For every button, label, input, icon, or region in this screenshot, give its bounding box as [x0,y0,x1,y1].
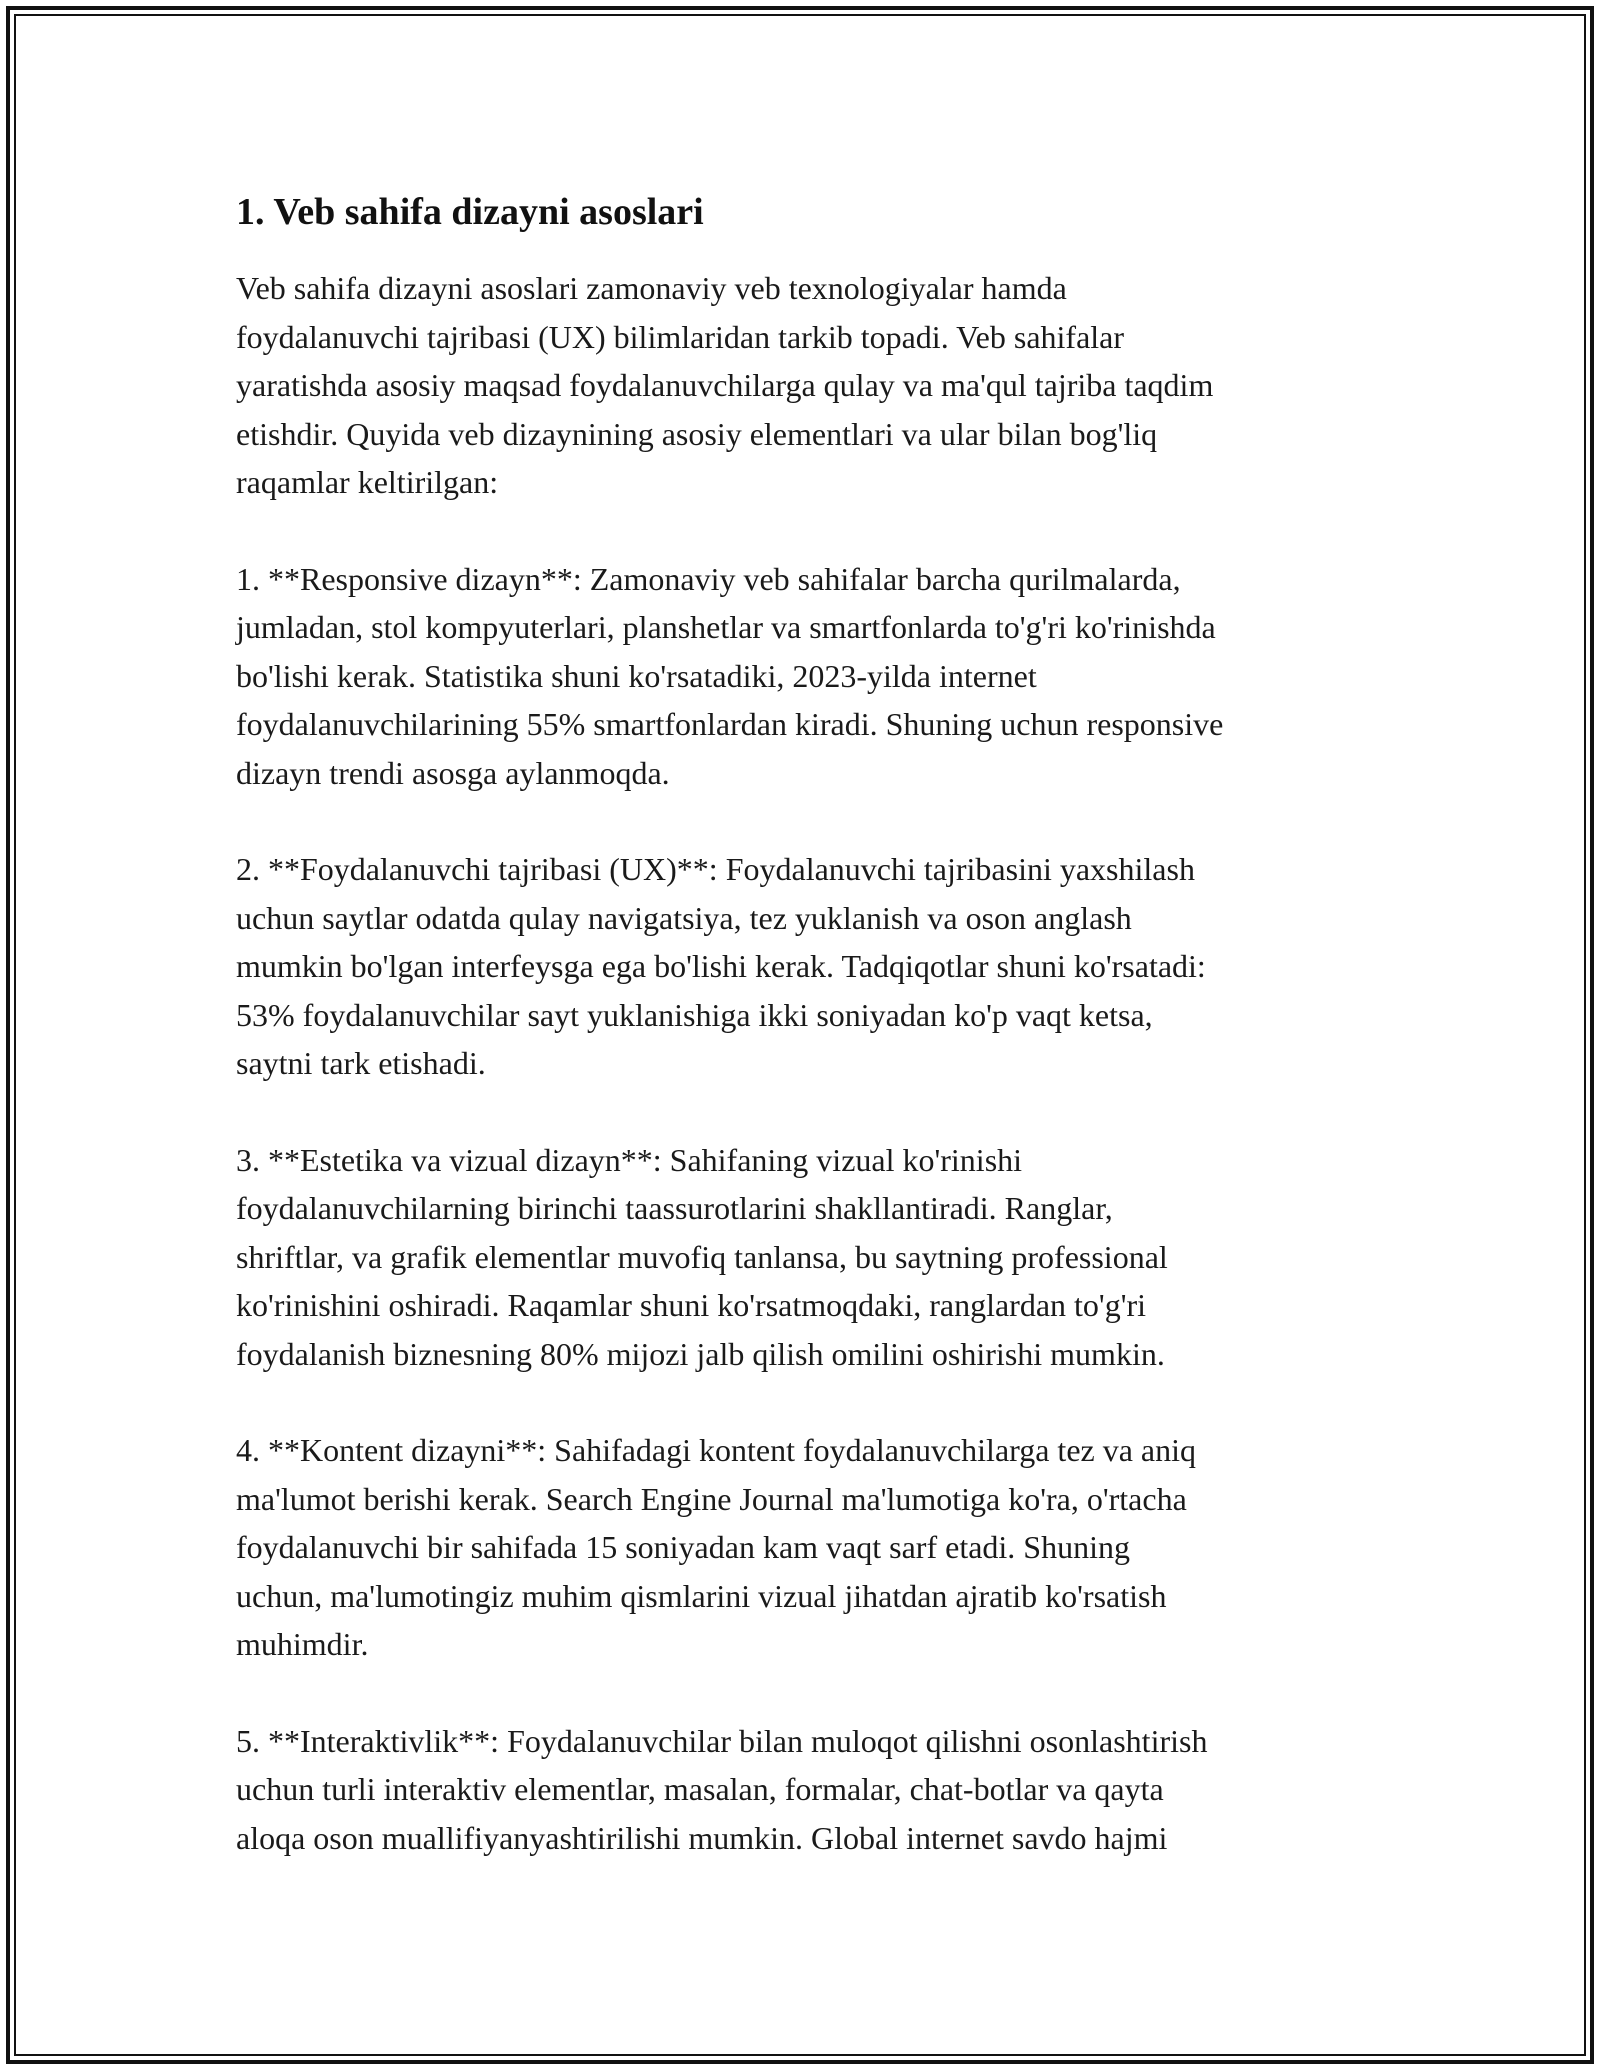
content-design-paragraph: 4. **Kontent dizayni**: Sahifadagi kontent foydalanuvchilarga tez va aniq ma'lumot berishi kerak. Search Engine Journal ma'lumotiga ko'ra, o'rtacha foydalanuvchi bir sahifada 15 soniyadan kam vaqt sarf etadi. Shuning uchun, ma'lumotingiz muhim qismlarini vizual jihatdan ajratib ko'rsatish muhimdir. [236,1432,1197,1662]
user-experience-paragraph: 2. **Foydalanuvchi tajribasi (UX)**: Foydalanuvchi tajribasini yaxshilash uchun saytlar odatda qulay navigatsiya, tez yuklanish va oson anglash mumkin bo'lgan interfeysga ega bo'lishi kerak. Tadqiqotlar shuni ko'rsatadi: 53% foydalanuvchilar sayt yuklanishiga ikki soniyadan ko'p vaqt ketsa, saytni tark etishadi. [236,851,1206,1081]
intro-paragraph: Veb sahifa dizayni asoslari zamonaviy veb texnologiyalar hamda foydalanuvchi tajribasi (UX) bilimlaridan tarkib topadi. Veb sahifalar yaratishda asosiy maqsad foydalanuvchilarga qulay va ma'qul tajriba taqdim etishdir. Quyida veb dizaynining asosiy elementlari va ular bilan bog'liq raqamlar keltirilgan: [236,270,1214,500]
interactivity-paragraph: 5. **Interaktivlik**: Foydalanuvchilar bilan muloqot qilishni osonlashtirish uchun turli interaktiv elementlar, masalan, formalar, chat-botlar va qayta aloqa oson muallifiyanyashtirilishi mumkin. Global internet savdo hajmi [236,1722,1208,1856]
document-title: 1. Veb sahifa dizayni asoslari [236,191,704,233]
document-body [236,188,1386,1910]
responsive-design-paragraph: 1. **Responsive dizayn**: Zamonaviy veb sahifalar barcha qurilmalarda, jumladan, stol kompyuterlari, planshetlar va smartfonlarda to'g'ri ko'rinishda bo'lishi kerak. Statistika shuni ko'rsatadiki, 2023-yilda internet foydalanuvchilarining 55% smartfonlardan kiradi. Shuning uchun responsive dizayn trendi asosga aylanmoqda. [236,560,1224,791]
visual-design-paragraph: 3. **Estetika va vizual dizayn**: Sahifaning vizual ko'rinishi foydalanuvchilarning birinchi taassurotlarini shakllantiradi. Ranglar, shriftlar, va grafik elementlar muvofiq tanlansa, bu saytning professional ko'rinishini oshiradi. Raqamlar shuni ko'rsatmoqdaki, ranglardan to'g'ri foydalanish biznesning 80% mijozi jalb qilish omilini oshirishi mumkin. [236,1141,1168,1372]
